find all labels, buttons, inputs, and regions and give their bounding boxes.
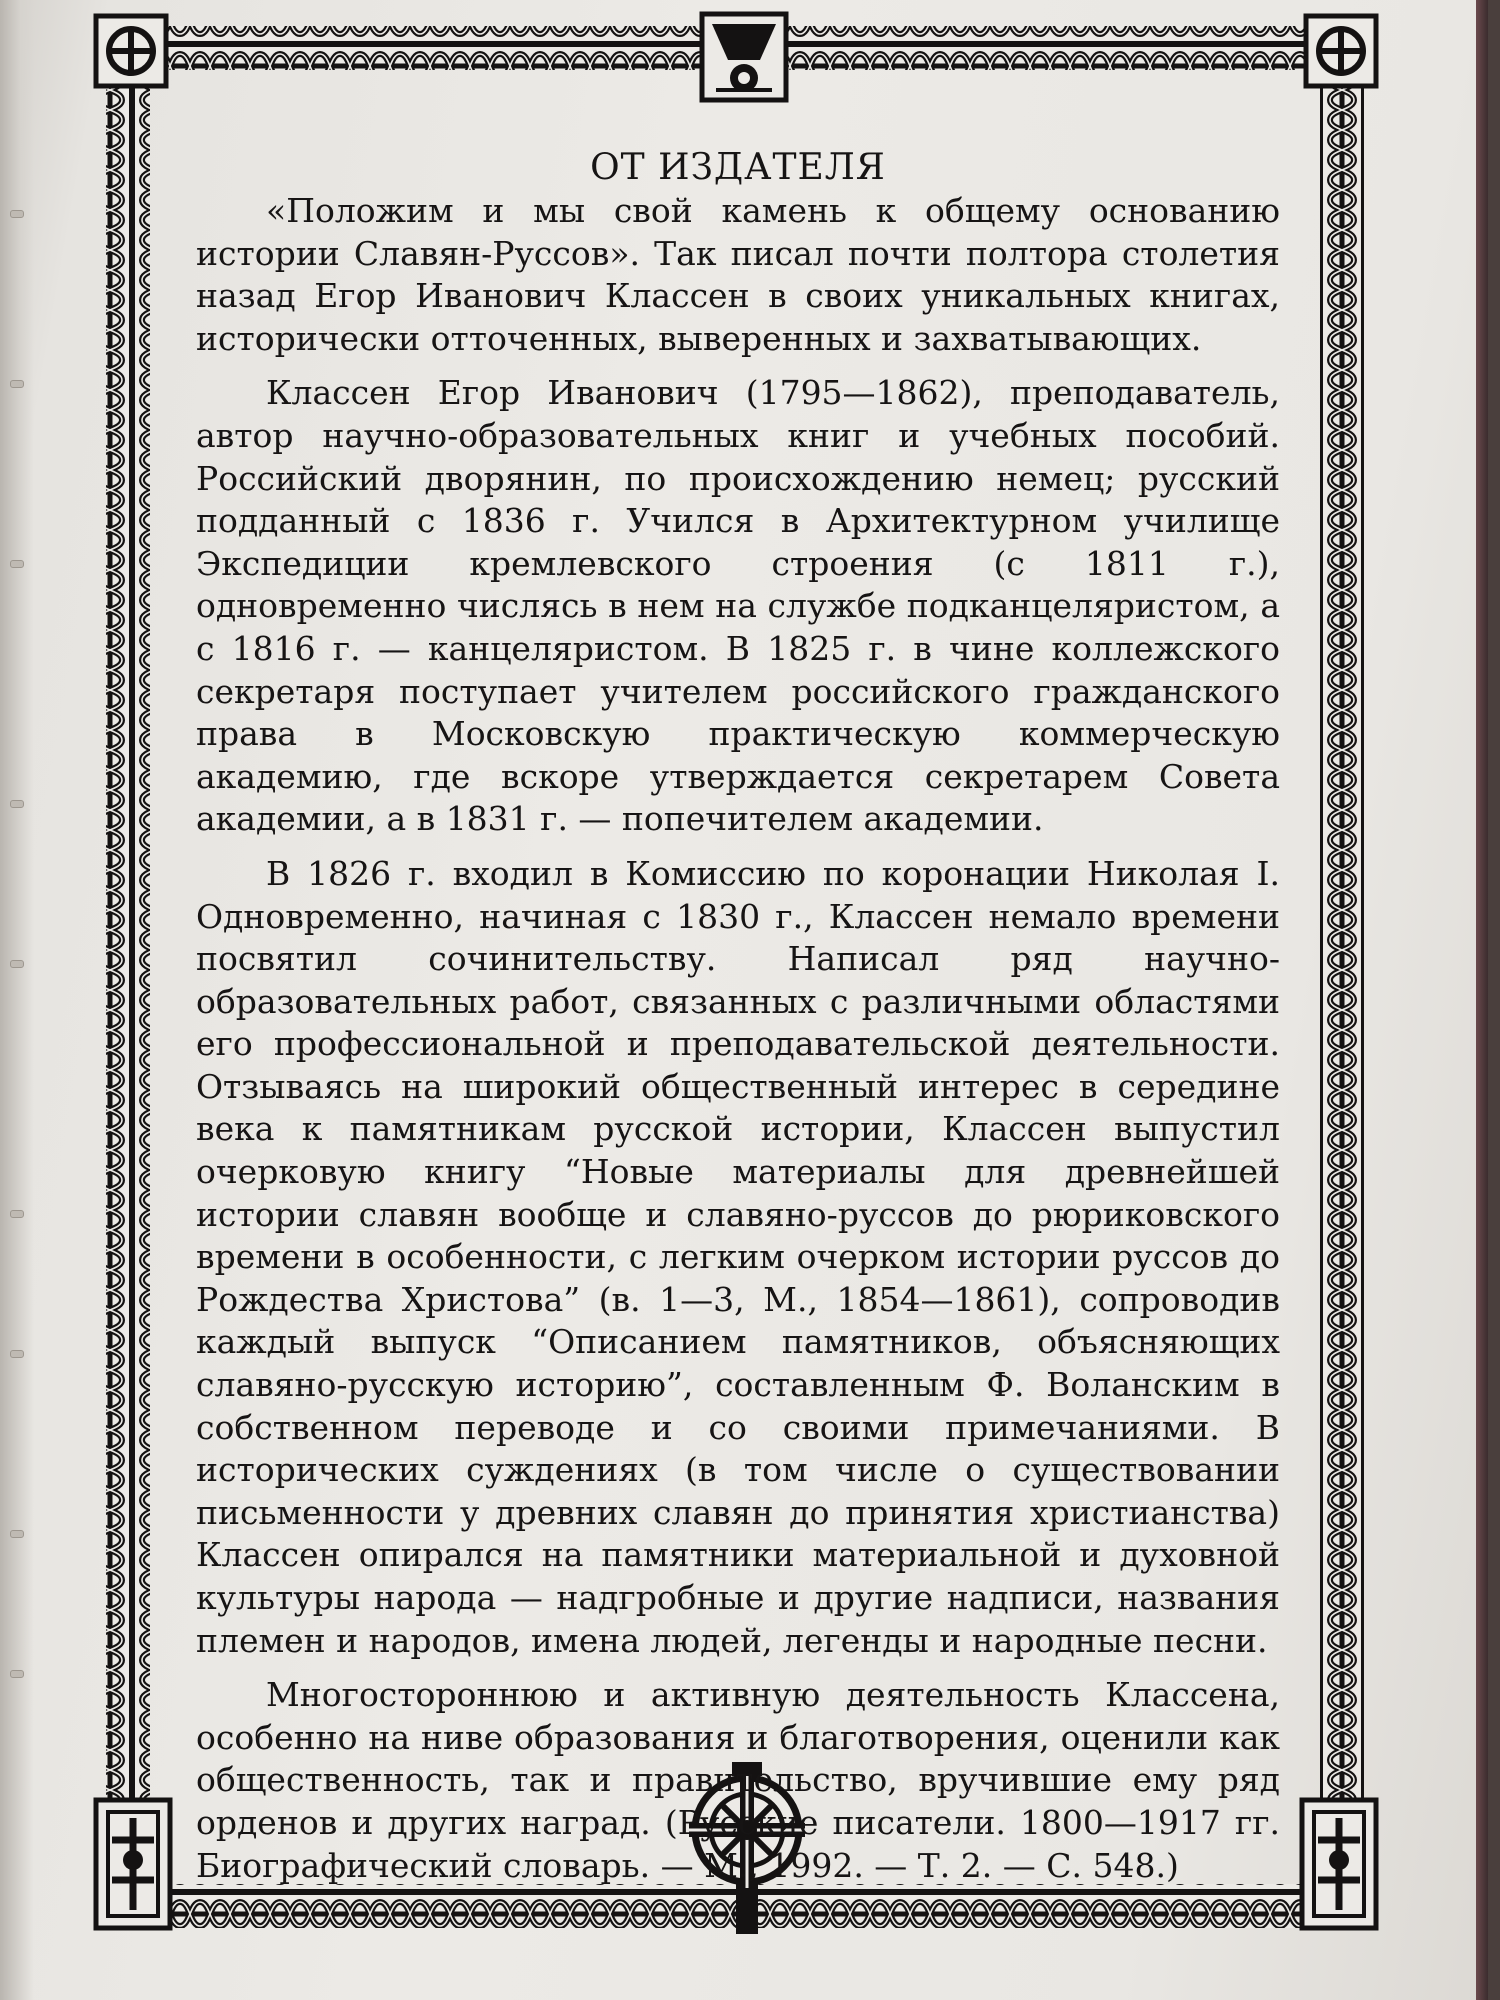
paragraph-2: Классен Егор Иванович (1795—1862), преподаватель, автор научно-образовательных книг и учебных пособий. Российский дворянин, по происхождению немец; русский подданный с 1836 г. Учился в Архитектурном училище Экспедиции кремлевского строения (с 1811 г.), одновременно числясь в нем на службе подканцеляристом, а с 1816 г. — канцеляристом. В 1825 г. в чине коллежского секретаря поступает учителем российского гражданского права в Московскую практическую коммерческую академию, где вскоре утверждается секретарем Совета академии, а в 1831 г. — попечителем академии.: [196, 373, 1280, 839]
page-title: ОТ ИЗДАТЕЛЯ: [590, 147, 886, 188]
paragraph-1: «Положим и мы свой камень к общему основанию истории Славян-Руссов». Так писал почти полтора столетия назад Егор Иванович Классен в своих уникальных книгах, исторически отточенных, выверенных и захватывающих.: [196, 191, 1280, 358]
frame-right-band: [1320, 62, 1364, 1892]
paragraph-3: В 1826 г. входил в Комиссию по коронации Николая I. Одновременно, начиная с 1830 г., Классен немало времени посвятил сочинительству. Написал ряд научно-образовательных работ, связанных с различными областями его профессиональной и преподавательской деятельности. Отзываясь на широкий общественный интерес в середине века к памятникам русской истории, Классен выпустил очерковую книгу “Новые материалы для древнейшей истории славян вообще и славяно-руссов до рюриковского времени в особенности, с легким очерком истории руссов до Рождества Христова” (в. 1—3, М., 1854—1861), сопроводив каждый выпуск “Описанием памятников, объясняющих славяно-русскую историю”, составленным Ф. Воланским в собственном переводе и со своими примечаниями. В исторических суждениях (в том числе о существовании письменности у древних славян до принятия христианства) Классен опирался на памятники материальной и духовной культуры народа — надгробные и другие надписи, названия племен и народов, имена людей, легенды и народные песни.: [196, 853, 1280, 1660]
corner-knot-top-left: [96, 16, 166, 86]
corner-knot-top-right: [1306, 16, 1376, 86]
frame-left-band: [106, 62, 150, 1892]
corner-block-bottom-left: [96, 1800, 170, 1928]
top-center-ornament: [702, 14, 786, 100]
corner-block-bottom-right: [1302, 1800, 1376, 1928]
paragraph-4: Многостороннюю и активную деятельность Классена, особенно на ниве образования и благотворения, оценили как общественность, так и правительство, вручившие ему ряд орденов и других наград. (Русские писатели. 1800—1917 гг. Биографический словарь. — М., 1992. — Т. 2. — С. 548.): [196, 1675, 1280, 1885]
publisher-foreword: [196, 146, 1280, 1887]
